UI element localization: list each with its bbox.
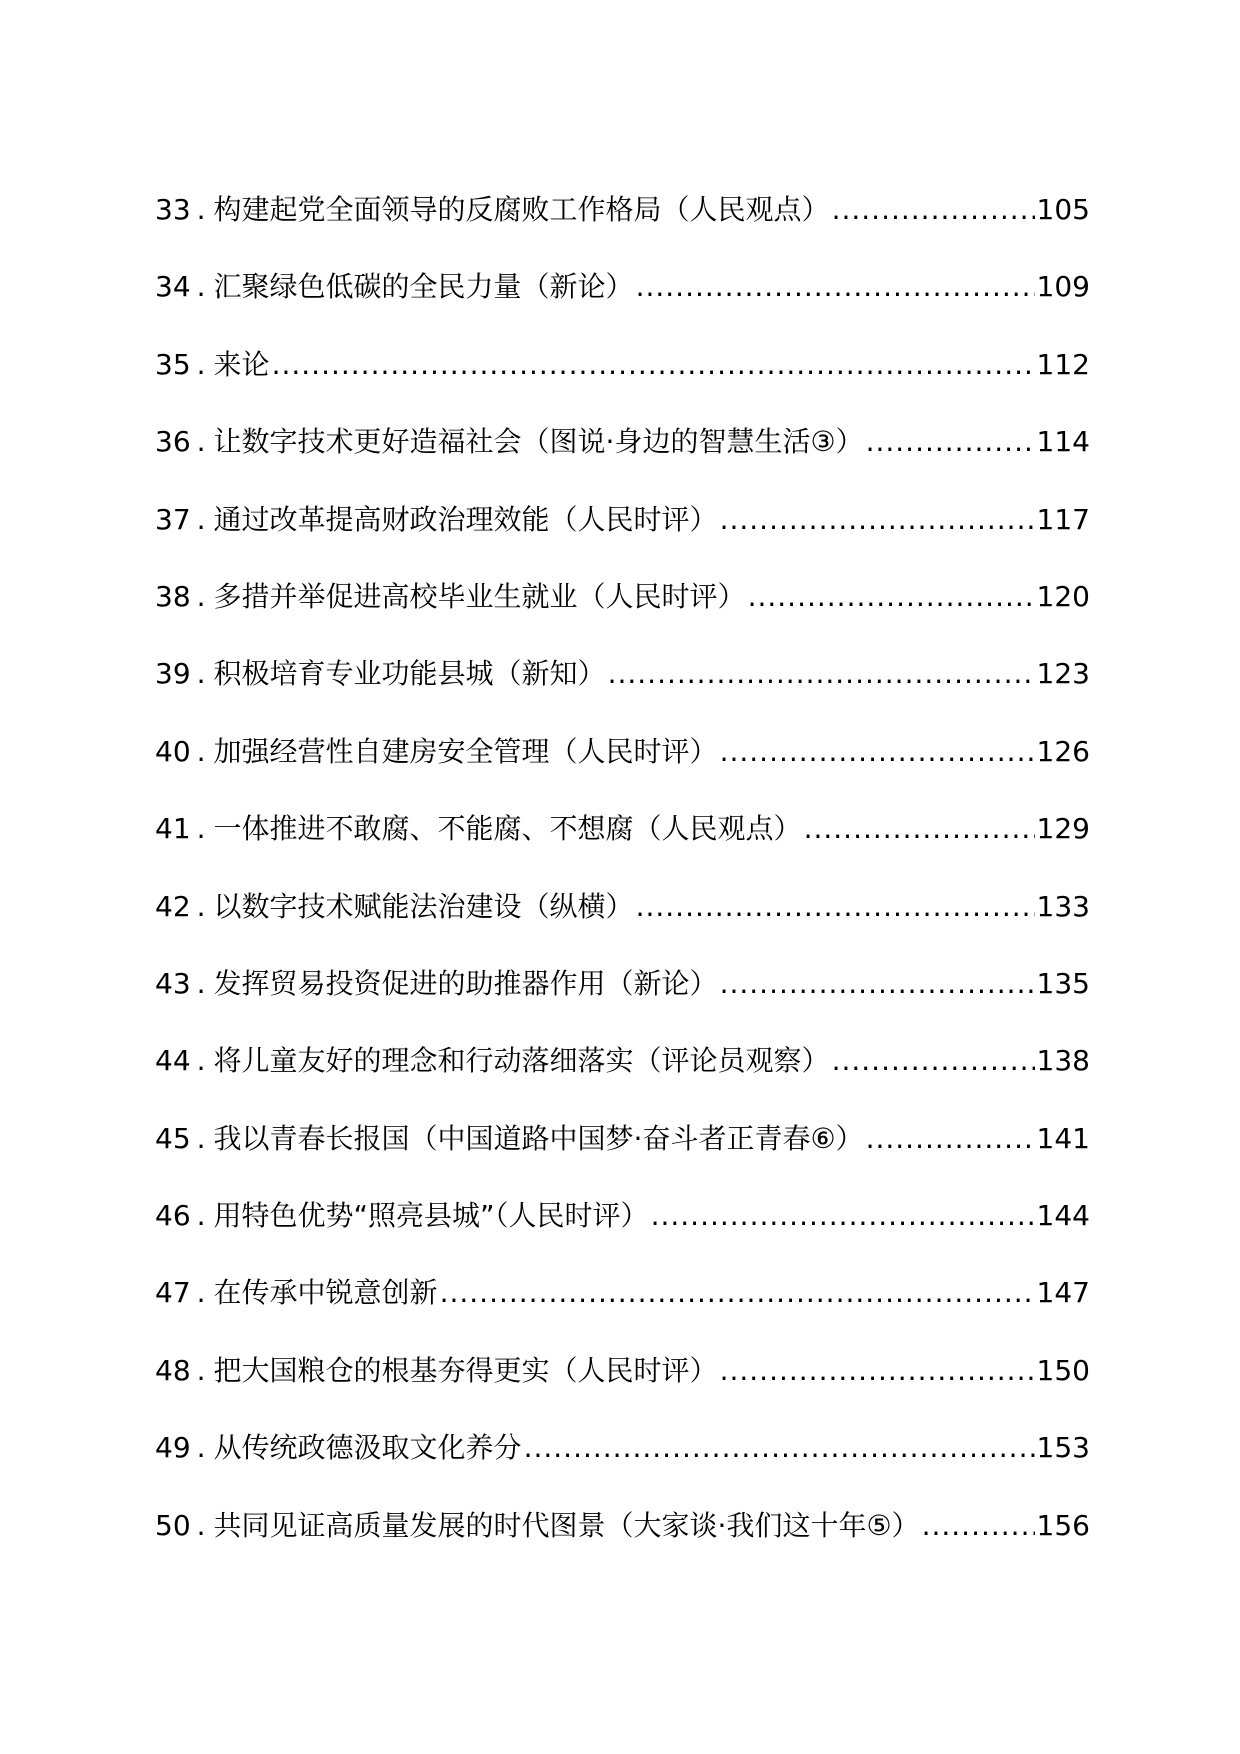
toc-entry-number: 47 bbox=[155, 1276, 191, 1310]
toc-dot-leader bbox=[804, 809, 1035, 849]
toc-dot-leader bbox=[832, 1041, 1035, 1081]
toc-entry-separator: . bbox=[196, 347, 206, 381]
toc-entry[interactable] bbox=[155, 809, 1090, 886]
toc-dot-leader bbox=[720, 732, 1035, 772]
toc-entry-title: 加强经营性自建房安全管理（人民时评） bbox=[213, 734, 718, 768]
toc-entry-page-number: 123 bbox=[1036, 657, 1090, 691]
toc-entry-separator: . bbox=[196, 1199, 206, 1233]
toc-entry-separator: . bbox=[196, 502, 206, 536]
toc-entry[interactable] bbox=[155, 345, 1090, 422]
toc-dot-leader bbox=[651, 1196, 1035, 1236]
table-of-contents bbox=[155, 190, 1090, 1583]
toc-entry-page-number: 109 bbox=[1036, 270, 1090, 304]
toc-entry[interactable] bbox=[155, 732, 1090, 809]
toc-dot-leader bbox=[922, 1506, 1035, 1546]
toc-entry[interactable] bbox=[155, 500, 1090, 577]
toc-dot-leader bbox=[524, 1428, 1035, 1468]
toc-entry-title: 我以青春长报国（中国道路中国梦·奋斗者正青春⑥） bbox=[213, 1121, 864, 1155]
toc-entry-title: 在传承中锐意创新 bbox=[213, 1276, 438, 1310]
toc-entry-title: 积极培育专业功能县城（新知） bbox=[213, 657, 606, 691]
toc-dot-leader bbox=[720, 500, 1035, 540]
toc-entry-title: 来论 bbox=[213, 347, 270, 381]
toc-entry[interactable] bbox=[155, 1506, 1090, 1583]
toc-entry[interactable] bbox=[155, 1041, 1090, 1118]
toc-entry-number: 33 bbox=[155, 193, 191, 226]
toc-entry-title: 发挥贸易投资促进的助推器作用（新论） bbox=[213, 966, 718, 1000]
toc-entry[interactable] bbox=[155, 654, 1090, 731]
toc-dot-leader bbox=[440, 1273, 1035, 1313]
toc-entry-number: 35 bbox=[155, 347, 191, 381]
toc-entry-separator: . bbox=[196, 1508, 206, 1542]
toc-entry-separator: . bbox=[196, 812, 206, 846]
toc-dot-leader bbox=[636, 887, 1035, 927]
toc-entry-page-number: 112 bbox=[1036, 347, 1090, 381]
toc-entry[interactable] bbox=[155, 190, 1090, 267]
toc-entry-separator: . bbox=[196, 1353, 206, 1387]
toc-entry[interactable] bbox=[155, 1273, 1090, 1350]
toc-dot-leader bbox=[636, 267, 1035, 307]
toc-entry-number: 43 bbox=[155, 966, 191, 1000]
toc-entry-page-number: 114 bbox=[1036, 425, 1090, 459]
toc-entry-title: 构建起党全面领导的反腐败工作格局（人民观点） bbox=[213, 193, 830, 226]
toc-entry[interactable] bbox=[155, 1351, 1090, 1428]
toc-entry-page-number: 144 bbox=[1036, 1199, 1090, 1233]
toc-entry[interactable] bbox=[155, 422, 1090, 499]
toc-entry-number: 50 bbox=[155, 1508, 191, 1542]
toc-entry-page-number: 150 bbox=[1036, 1353, 1090, 1387]
toc-dot-leader bbox=[720, 1351, 1035, 1391]
toc-entry-separator: . bbox=[196, 1276, 206, 1310]
toc-entry[interactable] bbox=[155, 577, 1090, 654]
toc-entry-separator: . bbox=[196, 966, 206, 1000]
toc-entry-number: 39 bbox=[155, 657, 191, 691]
toc-dot-leader bbox=[748, 577, 1035, 617]
toc-entry-number: 48 bbox=[155, 1353, 191, 1387]
toc-entry-number: 42 bbox=[155, 889, 191, 923]
toc-dot-leader bbox=[608, 654, 1035, 694]
toc-entry-title: 将儿童友好的理念和行动落细落实（评论员观察） bbox=[213, 1044, 830, 1078]
toc-entry-title: 把大国粮仓的根基夯得更实（人民时评） bbox=[213, 1353, 718, 1387]
toc-entry[interactable] bbox=[155, 964, 1090, 1041]
toc-entry-number: 37 bbox=[155, 502, 191, 536]
toc-dot-leader bbox=[866, 1119, 1035, 1159]
toc-entry-separator: . bbox=[196, 270, 206, 304]
toc-entry-title: 以数字技术赋能法治建设（纵横） bbox=[213, 889, 634, 923]
toc-entry[interactable] bbox=[155, 1119, 1090, 1196]
toc-entry-page-number: 120 bbox=[1036, 579, 1090, 613]
toc-entry[interactable] bbox=[155, 267, 1090, 344]
toc-dot-leader bbox=[866, 422, 1035, 462]
toc-entry-number: 38 bbox=[155, 579, 191, 613]
toc-dot-leader bbox=[720, 964, 1035, 1004]
toc-entry-number: 40 bbox=[155, 734, 191, 768]
toc-entry-title: 多措并举促进高校毕业生就业（人民时评） bbox=[213, 579, 746, 613]
toc-entry-page-number: 135 bbox=[1036, 966, 1090, 1000]
toc-entry-number: 34 bbox=[155, 270, 191, 304]
toc-entry-page-number: 117 bbox=[1036, 502, 1090, 536]
toc-entry-separator: . bbox=[196, 734, 206, 768]
toc-dot-leader bbox=[832, 190, 1035, 230]
toc-entry[interactable] bbox=[155, 1196, 1090, 1273]
toc-entry-title: 汇聚绿色低碳的全民力量（新论） bbox=[213, 270, 634, 304]
toc-entry-title: 共同见证高质量发展的时代图景（大家谈·我们这十年⑤） bbox=[213, 1508, 920, 1542]
toc-entry-separator: . bbox=[196, 1431, 206, 1465]
toc-entry-number: 41 bbox=[155, 812, 191, 846]
toc-entry-separator: . bbox=[196, 657, 206, 691]
toc-entry-page-number: 138 bbox=[1036, 1044, 1090, 1078]
toc-entry-page-number: 129 bbox=[1036, 812, 1090, 846]
toc-entry[interactable] bbox=[155, 1428, 1090, 1505]
toc-entry-page-number: 133 bbox=[1036, 889, 1090, 923]
toc-entry-separator: . bbox=[196, 1121, 206, 1155]
toc-entry-separator: . bbox=[196, 889, 206, 923]
toc-entry-separator: . bbox=[196, 579, 206, 613]
toc-entry-title: 让数字技术更好造福社会（图说·身边的智慧生活③） bbox=[213, 425, 864, 459]
toc-entry-number: 49 bbox=[155, 1431, 191, 1465]
toc-entry-title: 从传统政德汲取文化养分 bbox=[213, 1431, 522, 1465]
toc-entry-page-number: 105 bbox=[1036, 193, 1090, 226]
toc-entry[interactable] bbox=[155, 887, 1090, 964]
toc-entry-title: 用特色优势“照亮县城”（人民时评） bbox=[213, 1199, 649, 1233]
toc-entry-separator: . bbox=[196, 193, 206, 226]
toc-entry-title: 通过改革提高财政治理效能（人民时评） bbox=[213, 502, 718, 536]
toc-entry-number: 46 bbox=[155, 1199, 191, 1233]
toc-entry-page-number: 141 bbox=[1036, 1121, 1090, 1155]
toc-entry-page-number: 156 bbox=[1036, 1508, 1090, 1542]
toc-entry-title: 一体推进不敢腐、不能腐、不想腐（人民观点） bbox=[213, 812, 802, 846]
toc-dot-leader bbox=[272, 345, 1035, 385]
toc-entry-number: 36 bbox=[155, 425, 191, 459]
toc-entry-number: 44 bbox=[155, 1044, 191, 1078]
toc-entry-page-number: 147 bbox=[1036, 1276, 1090, 1310]
toc-entry-page-number: 153 bbox=[1036, 1431, 1090, 1465]
toc-entry-number: 45 bbox=[155, 1121, 191, 1155]
toc-entry-separator: . bbox=[196, 425, 206, 459]
toc-entry-separator: . bbox=[196, 1044, 206, 1078]
toc-entry-page-number: 126 bbox=[1036, 734, 1090, 768]
